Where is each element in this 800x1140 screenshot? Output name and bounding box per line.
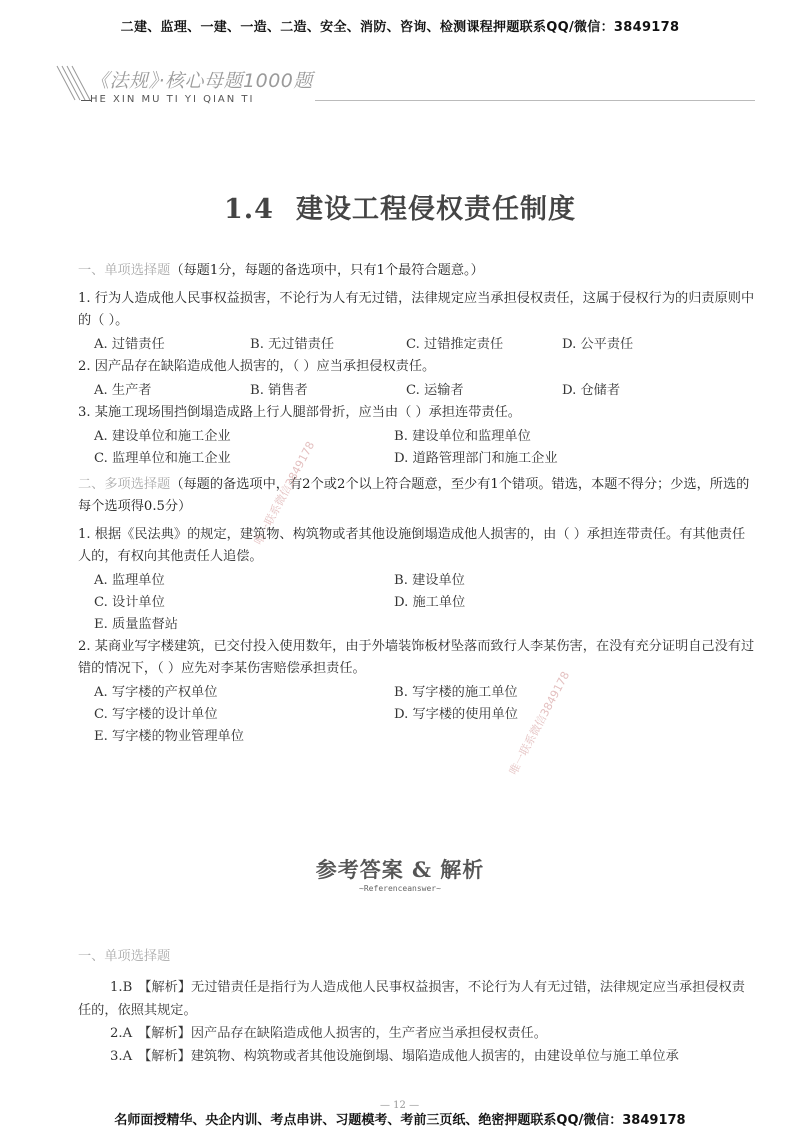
single-choice-heading — [78, 260, 758, 282]
header-title: 《法规》·核心母题1000题 — [90, 70, 313, 92]
top-banner: 二建、监理、一建、一造、二造、安全、消防、咨询、检测课程押题联系QQ/微信：3849178 — [120, 20, 680, 35]
option: A. 建设单位和施工企业 — [94, 429, 231, 444]
question-stem: 1. 根据《民法典》的规定，建筑物、构筑物或者其他设施倒塌造成他人损害的，由（ ）承担连带责任。有其他责任人的，有权向其他责任人追偿。 — [78, 527, 746, 564]
option: B. 销售者 — [250, 383, 308, 398]
option-row — [78, 592, 758, 614]
single-choice-note: （每题1分，每题的备选项中，只有1个最符合题意。） — [170, 263, 484, 278]
option: B. 建设单位和监理单位 — [394, 429, 531, 444]
option: C. 写字楼的设计单位 — [94, 707, 218, 722]
watermark: 唯一联系微信3849178 — [506, 669, 573, 778]
section-number: 1.4 — [224, 194, 274, 225]
question-stem: 2. 因产品存在缺陷造成他人损害的，（ ）应当承担侵权责任。 — [78, 359, 436, 374]
option: C. 运输者 — [406, 383, 464, 398]
option: C. 设计单位 — [94, 595, 165, 610]
answer-heading: 一、单项选择题 — [78, 949, 171, 964]
option: D. 仓储者 — [562, 383, 621, 398]
question-stem: 2. 某商业写字楼建筑，已交付投入使用数年，由于外墙装饰板材坠落而致行人李某伤害，在没有充分证明自己没有过错的情况下，（ ）应先对李某伤害赔偿承担责任。 — [78, 639, 755, 676]
option: C. 监理单位和施工企业 — [94, 451, 231, 466]
header-pinyin: HE XIN MU TI YI QIAN TI — [90, 94, 255, 105]
option: E. 质量监督站 — [94, 617, 178, 632]
option: B. 建设单位 — [394, 573, 465, 588]
answer-label: 3.A — [110, 1049, 133, 1064]
option: D. 施工单位 — [394, 595, 466, 610]
option: B. 写字楼的施工单位 — [394, 685, 518, 700]
option: A. 写字楼的产权单位 — [94, 685, 218, 700]
single-choice-tag: 一、单项选择题 — [78, 263, 171, 278]
answer-label: 1.B — [110, 980, 133, 995]
option-row — [78, 380, 758, 402]
multi-choice-note: （每题的备选项中，有2个或2个以上符合题意，至少有1个错项。错选，本题不得分；少选，所选的每个选项得0.5分） — [78, 477, 750, 514]
answer-section — [78, 945, 758, 1068]
answer-title: 参考答案 & 解析 — [315, 857, 485, 882]
option-row — [78, 570, 758, 592]
multi-choice-tag: 二、多项选择题 — [78, 477, 171, 492]
section-title — [0, 187, 800, 226]
option: A. 生产者 — [94, 383, 152, 398]
header-rule-long — [315, 100, 755, 101]
option: A. 过错责任 — [94, 337, 165, 352]
multi-choice-heading — [78, 474, 758, 518]
answer-text: 【解析】因产品存在缺陷造成他人损害的，生产者应当承担侵权责任。 — [138, 1026, 547, 1041]
answer-item — [78, 1022, 758, 1045]
watermark: 唯一联系微信3849178 — [251, 439, 318, 548]
answer-item — [78, 976, 758, 1022]
question-content — [78, 260, 758, 748]
option: D. 写字楼的使用单位 — [394, 707, 518, 722]
answer-item — [78, 1045, 758, 1068]
option: D. 公平责任 — [562, 337, 634, 352]
header-stripes-icon — [55, 62, 91, 102]
running-header — [55, 60, 755, 110]
option-row — [78, 426, 758, 448]
question-stem: 1. 行为人造成他人民事权益损害，不论行为人有无过错，法律规定应当承担侵权责任，这属于侵权行为的归责原则中的（ ）。 — [78, 291, 755, 328]
bottom-banner: 名师面授精华、央企内训、考点串讲、习题模考、考前三页纸、绝密押题联系QQ/微信：3849178 — [114, 1113, 686, 1128]
option: B. 无过错责任 — [250, 337, 335, 352]
page-number: — 12 — — [380, 1100, 420, 1111]
question-stem: 3. 某施工现场围挡倒塌造成路上行人腿部骨折，应当由（ ）承担连带责任。 — [78, 405, 521, 420]
section-name: 建设工程侵权责任制度 — [295, 194, 576, 225]
option-row — [78, 334, 758, 356]
option: D. 道路管理部门和施工企业 — [394, 451, 558, 466]
answer-text: 【解析】无过错责任是指行为人造成他人民事权益损害，不论行为人有无过错，法律规定应当承担侵权责任的，依照其规定。 — [78, 980, 745, 1018]
option-row — [78, 448, 758, 470]
answer-subtitle: ~Referenceanswer~ — [359, 884, 441, 893]
option-row — [78, 704, 758, 726]
answer-label: 2.A — [110, 1026, 133, 1041]
option: E. 写字楼的物业管理单位 — [94, 729, 244, 744]
option-row — [78, 682, 758, 704]
option: C. 过错推定责任 — [406, 337, 504, 352]
answer-text: 【解析】建筑物、构筑物或者其他设施倒塌、塌陷造成他人损害的，由建设单位与施工单位承 — [138, 1049, 679, 1064]
option: A. 监理单位 — [94, 573, 165, 588]
